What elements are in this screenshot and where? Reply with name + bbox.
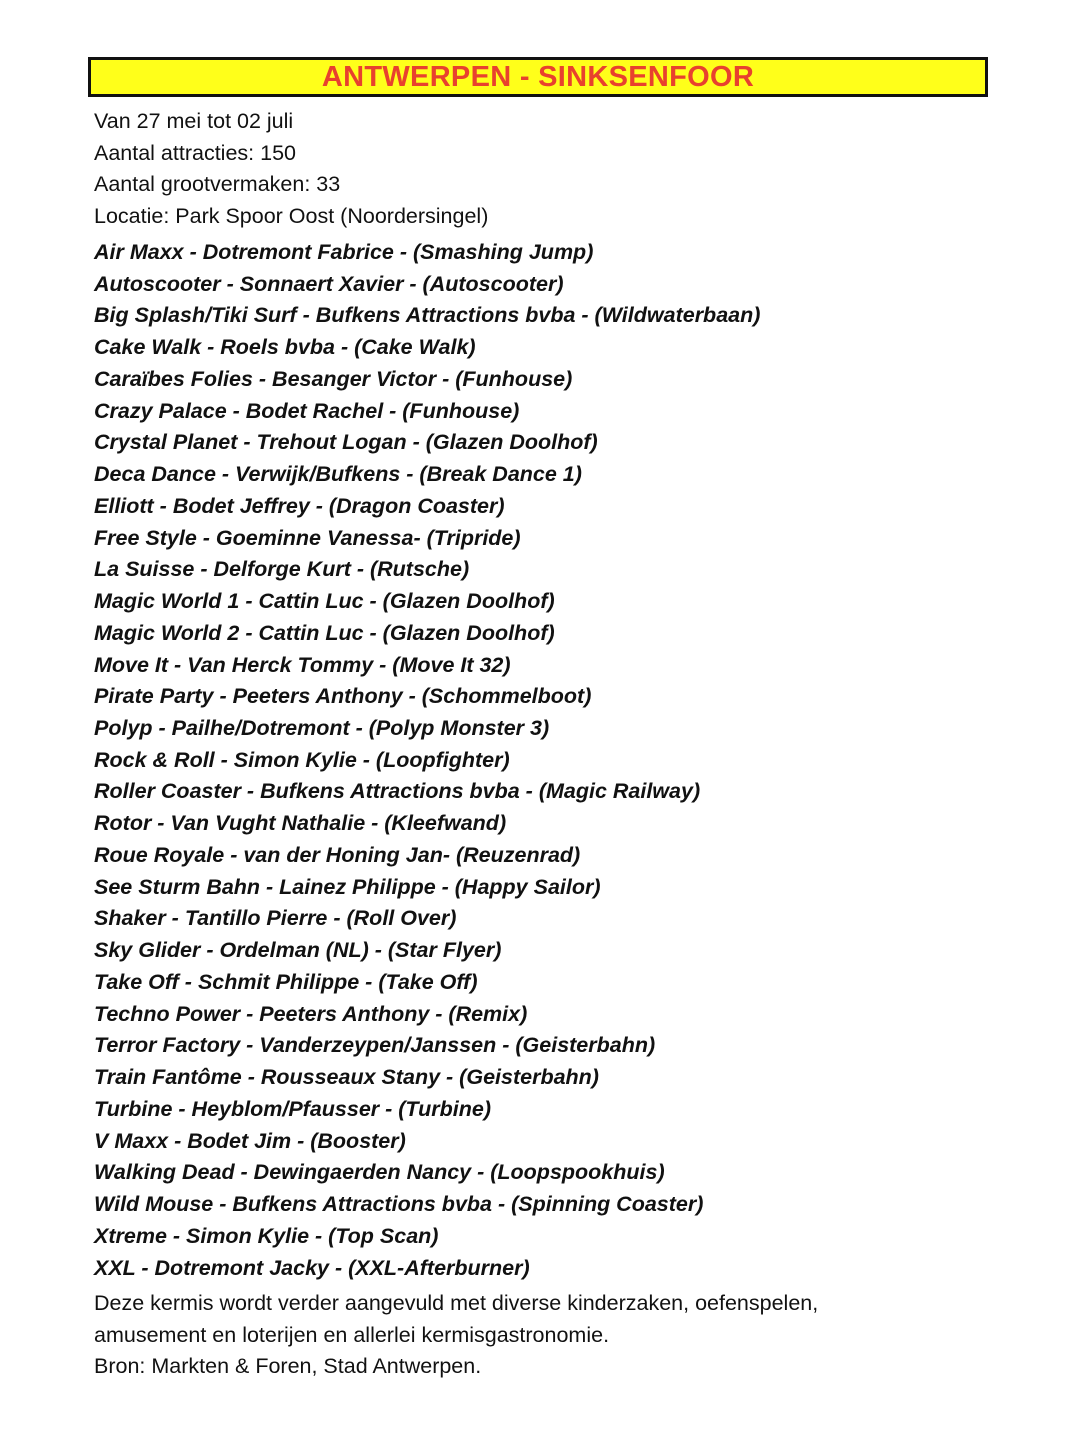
list-item: Walking Dead - Dewingaerden Nancy - (Loopspookhuis): [94, 1160, 665, 1185]
footer-line: Deze kermis wordt verder aangevuld met diverse kinderzaken, oefenspelen,: [94, 1291, 819, 1315]
event-dates: Van 27 mei tot 02 juli: [94, 109, 294, 133]
attraction-list: [94, 237, 760, 1284]
title-banner: [88, 57, 988, 97]
list-item: Crystal Planet - Trehout Logan - (Glazen Doolhof): [94, 430, 598, 455]
list-item: See Sturm Bahn - Lainez Philippe - (Happy Sailor): [94, 874, 601, 899]
source-line: Bron: Markten & Foren, Stad Antwerpen.: [94, 1354, 482, 1378]
list-item: Roue Royale - van der Honing Jan- (Reuzenrad): [94, 842, 581, 867]
list-item: Turbine - Heyblom/Pfausser - (Turbine): [94, 1096, 492, 1121]
list-item: Xtreme - Simon Kylie - (Top Scan): [94, 1223, 439, 1248]
list-item: Techno Power - Peeters Anthony - (Remix): [94, 1001, 528, 1026]
list-item: Elliott - Bodet Jeffrey - (Dragon Coaster): [94, 493, 505, 518]
list-item: Sky Glider - Ordelman (NL) - (Star Flyer): [94, 938, 502, 963]
list-item: La Suisse - Delforge Kurt - (Rutsche): [94, 557, 470, 582]
event-location: Locatie: Park Spoor Oost (Noordersingel): [94, 204, 489, 229]
list-item: Magic World 1 - Cattin Luc - (Glazen Doolhof): [94, 589, 555, 614]
list-item: Train Fantôme - Rousseaux Stany - (Geisterbahn): [94, 1065, 599, 1090]
list-item: Move It - Van Herck Tommy - (Move It 32): [94, 652, 511, 677]
list-item: Big Splash/Tiki Surf - Bufkens Attractions bvba - (Wildwaterbaan): [94, 303, 761, 328]
list-item: Air Maxx - Dotremont Fabrice - (Smashing Jump): [94, 240, 594, 264]
list-item: Crazy Palace - Bodet Rachel - (Funhouse): [94, 398, 520, 423]
major-ride-count: Aantal grootvermaken: 33: [94, 172, 341, 197]
list-item: Autoscooter - Sonnaert Xavier - (Autoscooter): [94, 271, 564, 296]
page-title: ANTWERPEN - SINKSENFOOR: [321, 60, 755, 93]
event-info-list: [94, 106, 488, 233]
attraction-count: Aantal attracties: 150: [94, 140, 296, 165]
list-item: Rotor - Van Vught Nathalie - (Kleefwand): [94, 811, 507, 836]
list-item: Wild Mouse - Bufkens Attractions bvba - (Spinning Coaster): [94, 1192, 704, 1217]
list-item: Shaker - Tantillo Pierre - (Roll Over): [94, 906, 457, 931]
list-item: Rock & Roll - Simon Kylie - (Loopfighter): [94, 747, 510, 772]
footer-notes: [94, 1288, 818, 1383]
list-item: Take Off - Schmit Philippe - (Take Off): [94, 969, 478, 994]
list-item: Roller Coaster - Bufkens Attractions bvba - (Magic Railway): [94, 779, 701, 804]
list-item: Deca Dance - Verwijk/Bufkens - (Break Dance 1): [94, 462, 582, 487]
list-item: Terror Factory - Vanderzeypen/Janssen - (Geisterbahn): [94, 1033, 656, 1058]
list-item: XXL - Dotremont Jacky - (XXL-Afterburner): [94, 1255, 530, 1280]
list-item: Cake Walk - Roels bvba - (Cake Walk): [94, 335, 476, 360]
list-item: Caraïbes Folies - Besanger Victor - (Funhouse): [94, 366, 573, 391]
list-item: Pirate Party - Peeters Anthony - (Schommelboot): [94, 684, 592, 709]
footer-line: amusement en loterijen en allerlei kermisgastronomie.: [94, 1322, 610, 1347]
list-item: V Maxx - Bodet Jim - (Booster): [94, 1128, 406, 1153]
list-item: Magic World 2 - Cattin Luc - (Glazen Doolhof): [94, 620, 555, 645]
list-item: Free Style - Goeminne Vanessa- (Tripride): [94, 525, 521, 550]
list-item: Polyp - Pailhe/Dotremont - (Polyp Monster 3): [94, 716, 550, 741]
